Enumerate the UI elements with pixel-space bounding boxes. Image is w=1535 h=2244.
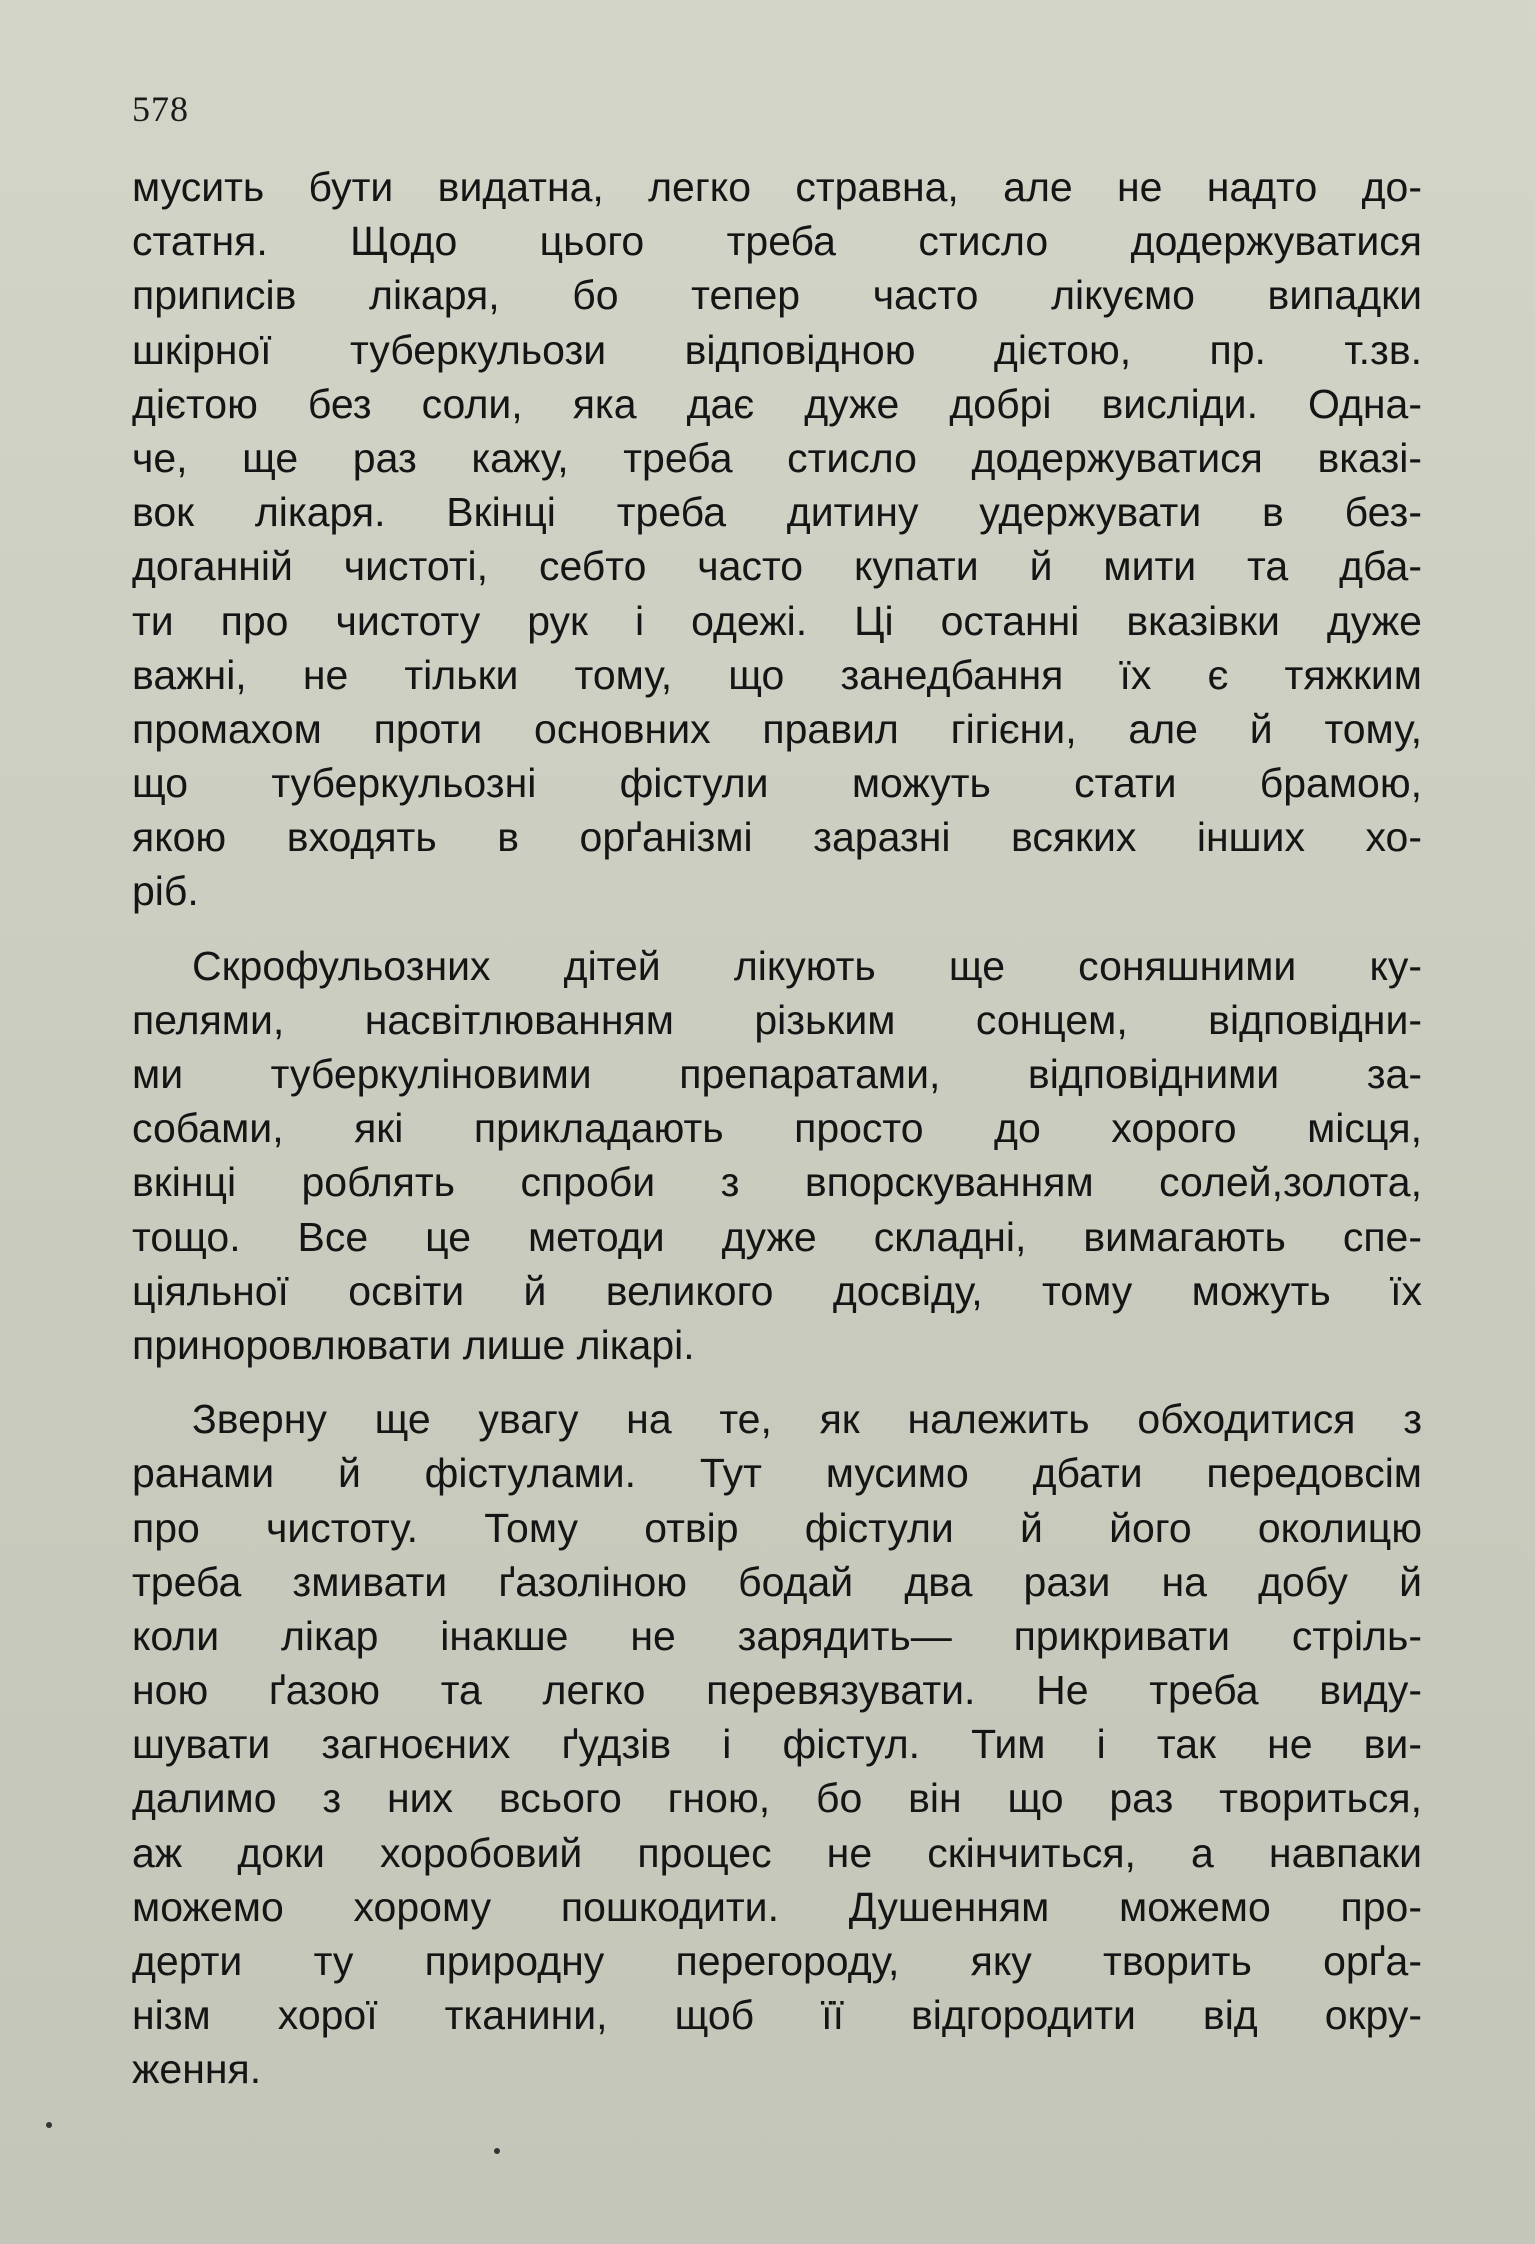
text-line: вкінці роблять спроби з впорскуванням солей,золота, (132, 1159, 1422, 1206)
text-line: треба змивати ґазоліною бодай два рази на добу й (132, 1558, 1422, 1605)
text-line: ти про чистоту рук і одежі. Ці останні вказівки дуже (132, 597, 1422, 644)
text-line: важні, не тільки тому, що занедбання їх є тяжким (132, 651, 1422, 698)
text-line: шкірної туберкульози відповідною дієтою, пр. т.зв. (132, 326, 1422, 373)
paragraph-gap (132, 1372, 1422, 1392)
page-number: 578 (132, 89, 189, 129)
text-line: далимо з них всього гною, бо він що раз твориться, (132, 1775, 1422, 1822)
text-line: приноровлювати лише лікарі. (132, 1321, 695, 1368)
text-line: аж доки хоробовий процес не скінчиться, а навпаки (132, 1829, 1422, 1876)
text-line: промахом проти основних правил гігієни, але й тому, (132, 705, 1422, 752)
text-line: шувати загноєних ґудзів і фістул. Тим і так не ви- (132, 1721, 1422, 1768)
text-line: Скрофульозних дітей лікують ще соняшними ку- (192, 942, 1422, 989)
text-line: Зверну ще увагу на те, як належить обходитися з (192, 1396, 1422, 1443)
ink-speck (494, 2148, 500, 2154)
text-line: пелями, насвітлюванням різьким сонцем, відповідни- (132, 996, 1422, 1043)
text-line: ріб. (132, 868, 199, 915)
ink-speck (46, 2122, 52, 2128)
text-line: можемо хорому пошкодити. Душенням можемо про- (132, 1883, 1422, 1930)
text-line: дієтою без соли, яка дає дуже добрі висліди. Одна- (132, 380, 1422, 427)
text-line: якою входять в орґанізмі заразні всяких інших хо- (132, 814, 1422, 861)
text-line: вок лікаря. Вкінці треба дитину удержувати в без- (132, 489, 1422, 536)
text-line: статня. Щодо цього треба стисло додержуватися (132, 218, 1422, 265)
text-line: приписів лікаря, бо тепер часто лікуємо випадки (132, 272, 1422, 319)
body-text (132, 160, 1422, 2097)
text-line: нізм хорої тканини, щоб її відгородити від окру- (132, 1992, 1422, 2039)
text-line: мусить бути видатна, легко стравна, але не надто до- (132, 164, 1422, 210)
paragraph-3 (132, 1392, 1422, 2096)
text-line: доганній чистоті, себто часто купати й мити та дба- (132, 543, 1422, 590)
text-line: ранами й фістулами. Тут мусимо дбати передовсім (132, 1450, 1422, 1497)
text-line: че, ще раз кажу, треба стисло додержуватися вказі- (132, 434, 1422, 481)
text-line: коли лікар інакше не зарядить— прикривати стріль- (132, 1612, 1422, 1659)
text-line: тощо. Все це методи дуже складні, вимагають спе- (132, 1213, 1422, 1260)
text-line: що туберкульозні фістули можуть стати брамою, (132, 760, 1422, 807)
text-line: ціяльної освіти й великого досвіду, тому можуть їх (132, 1267, 1422, 1314)
text-line: про чистоту. Тому отвір фістули й його околицю (132, 1504, 1422, 1551)
text-line: ження. (132, 2046, 262, 2093)
paragraph-gap (132, 919, 1422, 939)
text-line: ми туберкуліновими препаратами, відповідними за- (132, 1051, 1422, 1097)
text-line: собами, які прикладають просто до хорого місця, (132, 1105, 1422, 1152)
paragraph-2 (132, 939, 1422, 1373)
text-line: ною ґазою та легко перевязувати. Не треба виду- (132, 1667, 1422, 1714)
text-line: дерти ту природну перегороду, яку творить орґа- (132, 1938, 1422, 1984)
paragraph-1 (132, 160, 1422, 919)
